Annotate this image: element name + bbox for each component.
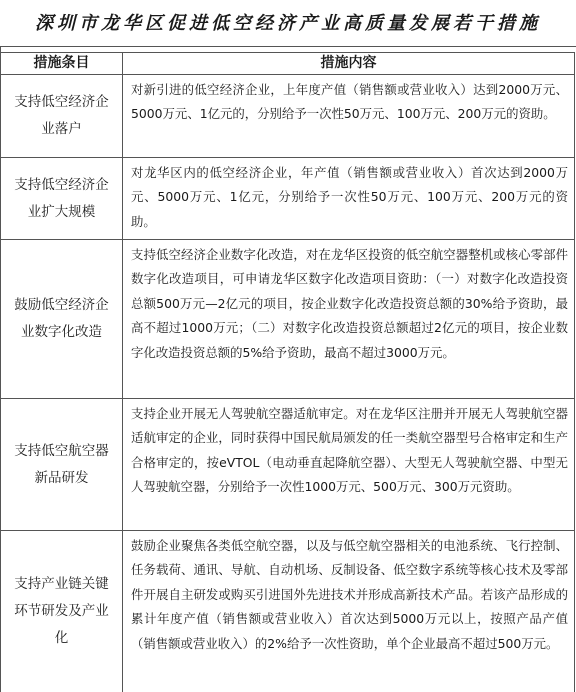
measure-item: 支持低空经济企业落户 — [0, 75, 123, 157]
measure-content: 对龙华区内的低空经济企业，年产值（销售额或营业收入）首次达到2000万元、5000万元、1亿元，分别给予一次性50万元、100万元、200万元的资助。 — [123, 158, 575, 239]
measure-content: 支持低空经济企业数字化改造，对在龙华区投资的低空航空器整机或核心零部件数字化改造项目，可申请龙华区数字化改造项目资助：（一）对数字化改造投资总额500万元—2亿元的项目，按企业数字化改造投资总额的30%给予资助，最高不超过1000万元；（二）对数字化改造投资总额超过2亿元的项目，按企业数字化改造投资总额的5%给予资助，最高不超过3000万元。 — [123, 240, 575, 398]
header-content: 措施内容 — [123, 53, 575, 74]
measure-item: 支持低空航空器新品研发 — [0, 399, 123, 530]
header-item: 措施条目 — [0, 53, 123, 74]
measures-table — [0, 52, 575, 692]
document-title: 深圳市龙华区促进低空经济产业高质量发展若干措施 — [35, 13, 541, 34]
table-row — [0, 158, 575, 240]
measure-content: 鼓励企业聚焦各类低空航空器，以及与低空航空器相关的电池系统、飞行控制、任务载荷、通讯、导航、自动机场、反制设备、低空数字系统等核心技术及零部件开展自主研发或购买引进国外先进技术并形成高新技术产品。若该产品形成的累计年度产值（销售额或营业收入）首次达到5000万元以上，按照产品产值（销售额或营业收入）的2%给予一次性资助，单个企业最高不超过500万元。 — [123, 531, 575, 692]
table-header-row — [0, 52, 575, 75]
measure-item: 支持低空经济企业扩大规模 — [0, 158, 123, 239]
measure-content: 对新引进的低空经济企业，上年度产值（销售额或营业收入）达到2000万元、5000万元、1亿元的，分别给予一次性50万元、100万元、200万元的资助。 — [123, 75, 575, 157]
measure-item: 鼓励低空经济企业数字化改造 — [0, 240, 123, 398]
table-row — [0, 75, 575, 158]
table-row — [0, 240, 575, 399]
measure-item: 支持产业链关键环节研发及产业化 — [0, 531, 123, 692]
table-row — [0, 399, 575, 531]
measure-content: 支持企业开展无人驾驶航空器适航审定。对在龙华区注册并开展无人驾驶航空器适航审定的企业，同时获得中国民航局颁发的任一类航空器型号合格审定和生产合格审定的，按eVTOL（电动垂直起降航空器）、大型无人驾驶航空器、中型无人驾驶航空器，分别给予一次性1000万元、500万元、300万元资助。 — [123, 399, 575, 530]
table-row — [0, 531, 575, 692]
